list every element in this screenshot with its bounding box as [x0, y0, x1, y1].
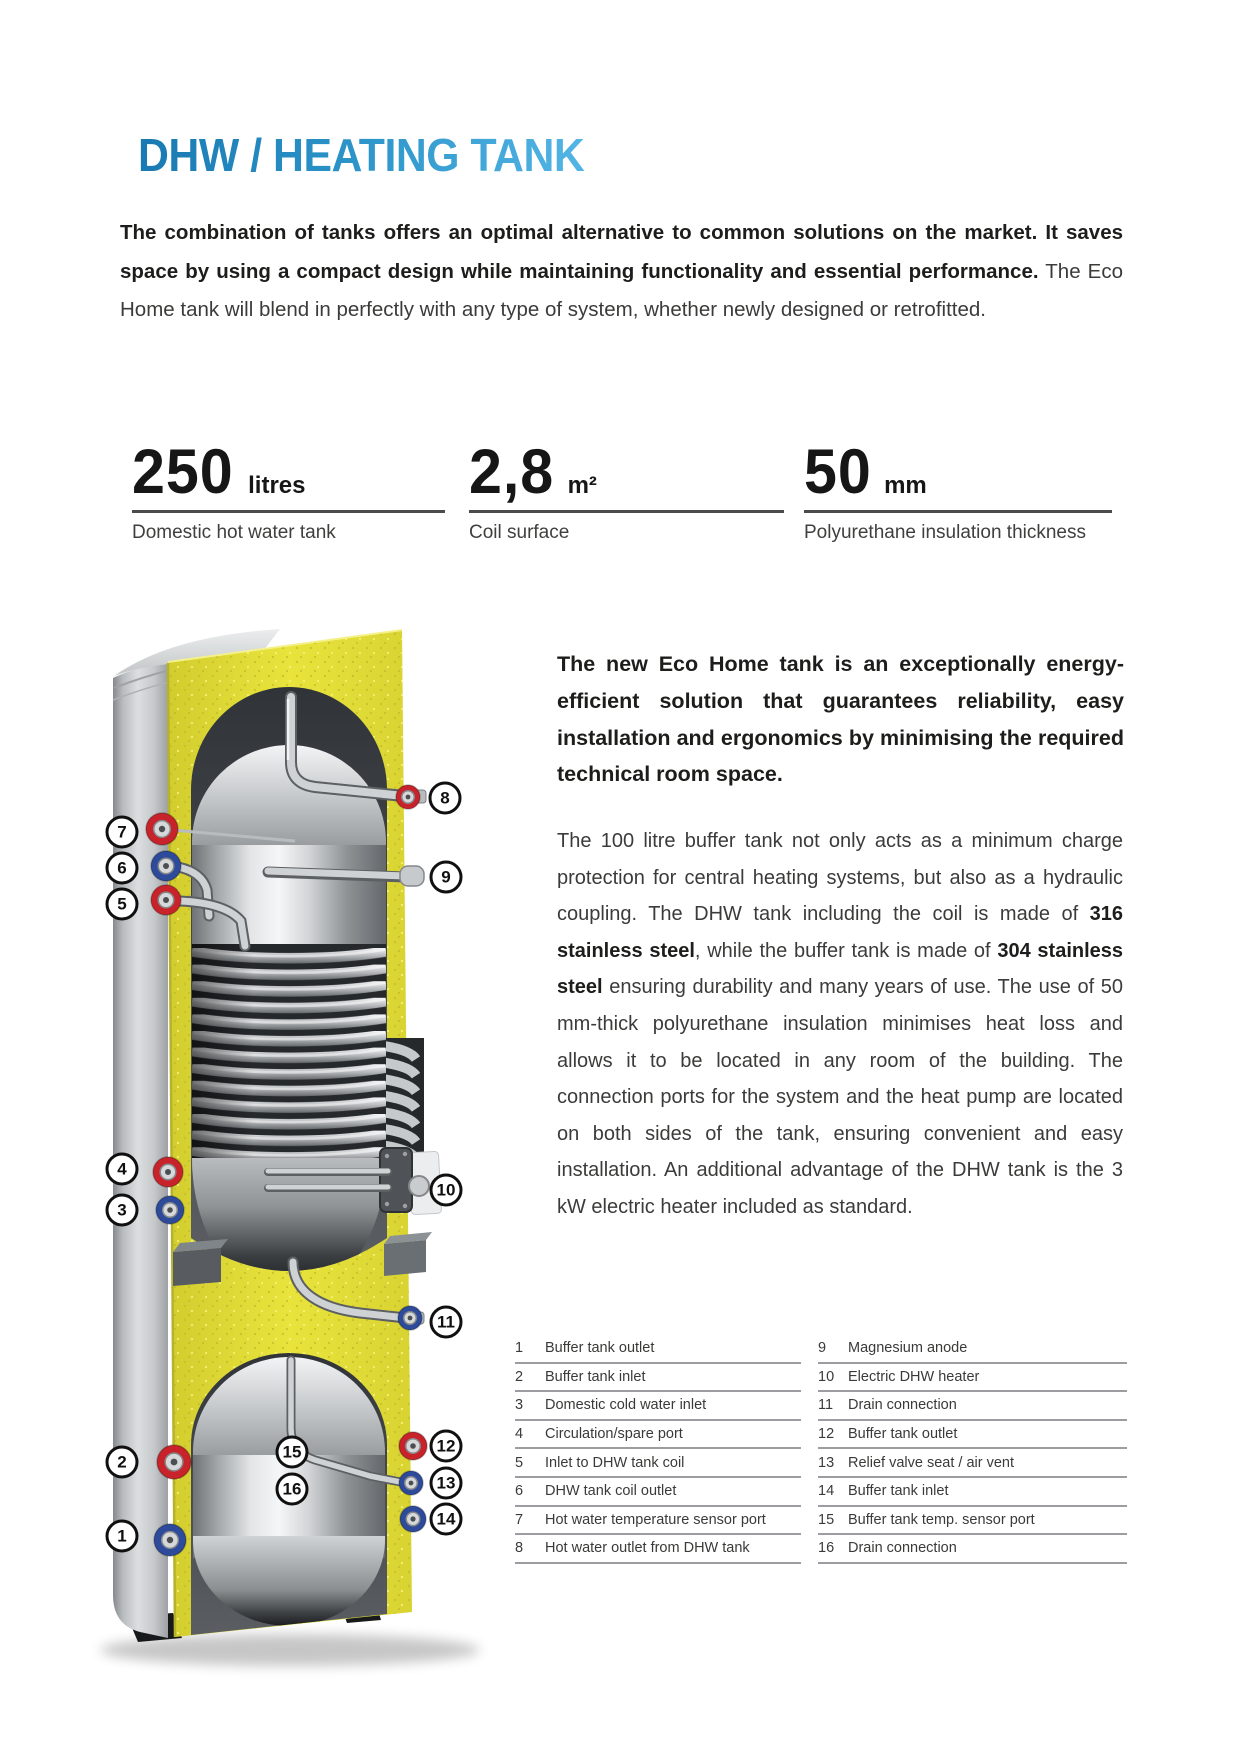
stat-insulation-value: 50 [804, 437, 872, 507]
body-bold-text: 304 stainless steel [557, 939, 1124, 999]
callout-14: 14 [430, 1503, 463, 1536]
legend-row [515, 1335, 801, 1364]
port-disc [167, 1537, 173, 1543]
callout-8: 8 [429, 782, 462, 815]
legend-row [515, 1478, 801, 1507]
callout-13: 13 [430, 1467, 463, 1500]
tank-outer-shell [113, 663, 168, 1638]
port-disc [171, 1459, 178, 1466]
intro-bold-text: The combination of tanks offers an optimal alternative to common solutions on the market. It saves space by using a compact design while maintaining functionality and essential performance. [120, 221, 1123, 283]
stat-coil-value: 2,8 [469, 437, 555, 507]
legend-number: 9 [818, 1340, 827, 1357]
body-bold-text: 316 stainless steel [557, 903, 1123, 962]
highlight-paragraph: The new Eco Home tank is an exceptionally energy-efficient solution that guarantees reliability, easy installation and ergonomics by minimising the required technical room space. [557, 652, 1124, 787]
legend-row [818, 1335, 1127, 1364]
stat-volume-unit: litres [248, 472, 306, 499]
stat-insulation-unit: mm [884, 472, 927, 499]
legend-row [515, 1507, 801, 1536]
stat-rule [469, 510, 784, 513]
legend-label: DHW tank coil outlet [545, 1483, 677, 1500]
legend-number: 2 [515, 1368, 524, 1385]
legend-number: 7 [515, 1511, 524, 1528]
callout-11: 11 [430, 1306, 463, 1339]
stat-coil-caption: Coil surface [469, 522, 570, 543]
page-title: DHW / HEATING TANK [138, 129, 585, 181]
port-disc [167, 1207, 173, 1213]
legend-number: 12 [818, 1426, 835, 1443]
legend-label: Electric DHW heater [848, 1368, 980, 1385]
legend-row [818, 1392, 1127, 1421]
legend-column-right [818, 1335, 1127, 1564]
port-disc [410, 1443, 416, 1449]
legend-label: Circulation/spare port [545, 1426, 683, 1443]
legend-label: Domestic cold water inlet [545, 1397, 707, 1414]
legend-label: Magnesium anode [848, 1340, 968, 1357]
legend-number: 13 [818, 1454, 835, 1471]
legend-label: Hot water temperature sensor port [545, 1511, 766, 1528]
legend-row [515, 1364, 801, 1393]
callout-6: 6 [106, 852, 139, 885]
stat-coil-surface [469, 437, 784, 544]
legend-number: 4 [515, 1426, 524, 1443]
stat-volume [132, 437, 445, 544]
legend-row [515, 1535, 801, 1564]
legend-label: Drain connection [848, 1397, 957, 1414]
port-disc [410, 1516, 415, 1521]
callout-12: 12 [430, 1430, 463, 1463]
port-disc [409, 1481, 414, 1486]
legend-row [818, 1449, 1127, 1478]
port-disc [159, 826, 165, 832]
mounting-bracket-left [173, 1239, 228, 1286]
legend-number: 14 [818, 1483, 835, 1500]
legend-number: 3 [515, 1397, 524, 1414]
legend-label: Relief valve seat / air vent [848, 1454, 1015, 1471]
callout-1: 1 [106, 1520, 139, 1553]
legend-label: Buffer tank temp. sensor port [848, 1511, 1035, 1528]
callout-4: 4 [106, 1153, 139, 1186]
callout-2: 2 [106, 1446, 139, 1479]
body-text: The 100 litre buffer tank not only acts as a minimum charge protection for central heating systems, but also as a hydraulic coupling. The DHW tank including the coil is made of [557, 830, 1123, 926]
legend-label: Buffer tank inlet [848, 1483, 949, 1500]
callout-7: 7 [106, 816, 139, 849]
stat-rule [804, 510, 1112, 513]
callout-9: 9 [430, 861, 463, 894]
port-disc [408, 1316, 413, 1321]
port-disc [165, 1169, 171, 1175]
legend-label: Inlet to DHW tank coil [545, 1454, 685, 1471]
legend-row [818, 1507, 1127, 1536]
legend-number: 11 [818, 1397, 834, 1414]
port-disc [163, 863, 169, 869]
callout-15: 15 [276, 1436, 309, 1469]
stat-insulation-caption: Polyurethane insulation thickness [804, 522, 1087, 543]
legend-row [818, 1535, 1127, 1564]
legend-number: 8 [515, 1540, 524, 1557]
port-disc [163, 897, 169, 903]
coil-right-bulge [384, 1038, 424, 1162]
legend-label: Buffer tank outlet [848, 1426, 958, 1443]
stat-volume-value: 250 [132, 437, 234, 507]
intro-regular-text: The Eco Home tank will blend in perfectly with any type of system, whether newly designed or retrofitted. [120, 259, 1123, 322]
legend-label: Buffer tank inlet [545, 1368, 646, 1385]
legend-number: 1 [515, 1340, 524, 1357]
stat-coil-unit: m² [567, 472, 597, 499]
intro-paragraph [120, 214, 1123, 330]
legend-row [515, 1421, 801, 1450]
legend-number: 15 [818, 1511, 835, 1528]
stat-rule [132, 510, 445, 513]
port-disc [406, 795, 411, 800]
legend-number: 10 [818, 1368, 835, 1385]
legend-row [818, 1478, 1127, 1507]
legend-number: 16 [818, 1540, 835, 1557]
tank-svg [85, 612, 575, 1702]
body-text: , while the buffer tank is made of [694, 939, 998, 962]
legend-row [515, 1449, 801, 1478]
legend-table [515, 1335, 1127, 1564]
legend-number: 5 [515, 1454, 524, 1471]
legend-label: Buffer tank outlet [545, 1340, 655, 1357]
stat-insulation [804, 437, 1112, 544]
legend-row [818, 1421, 1127, 1450]
callout-5: 5 [106, 888, 139, 921]
legend-column-left [515, 1335, 801, 1564]
legend-label: Drain connection [848, 1540, 957, 1557]
callout-3: 3 [106, 1194, 139, 1227]
callout-16: 16 [276, 1473, 309, 1506]
legend-label: Hot water outlet from DHW tank [545, 1540, 750, 1557]
stat-volume-caption: Domestic hot water tank [132, 522, 336, 543]
body-text: ensuring durability and many years of use. The use of 50 mm-thick polyurethane insulation minimises heat loss and allows it to be located in any room of the building. The connection ports for the system and the heat pump are located on both sides of the tank, ensuring convenient and easy installation. An additional advantage of the DHW tank is the 3 kW electric heater included as standard. [557, 976, 1123, 1218]
mounting-bracket-right [384, 1232, 432, 1276]
body-paragraph [557, 823, 1123, 1226]
legend-row [515, 1392, 801, 1421]
legend-number: 6 [515, 1483, 524, 1500]
callout-10: 10 [430, 1174, 463, 1207]
legend-row [818, 1364, 1127, 1393]
